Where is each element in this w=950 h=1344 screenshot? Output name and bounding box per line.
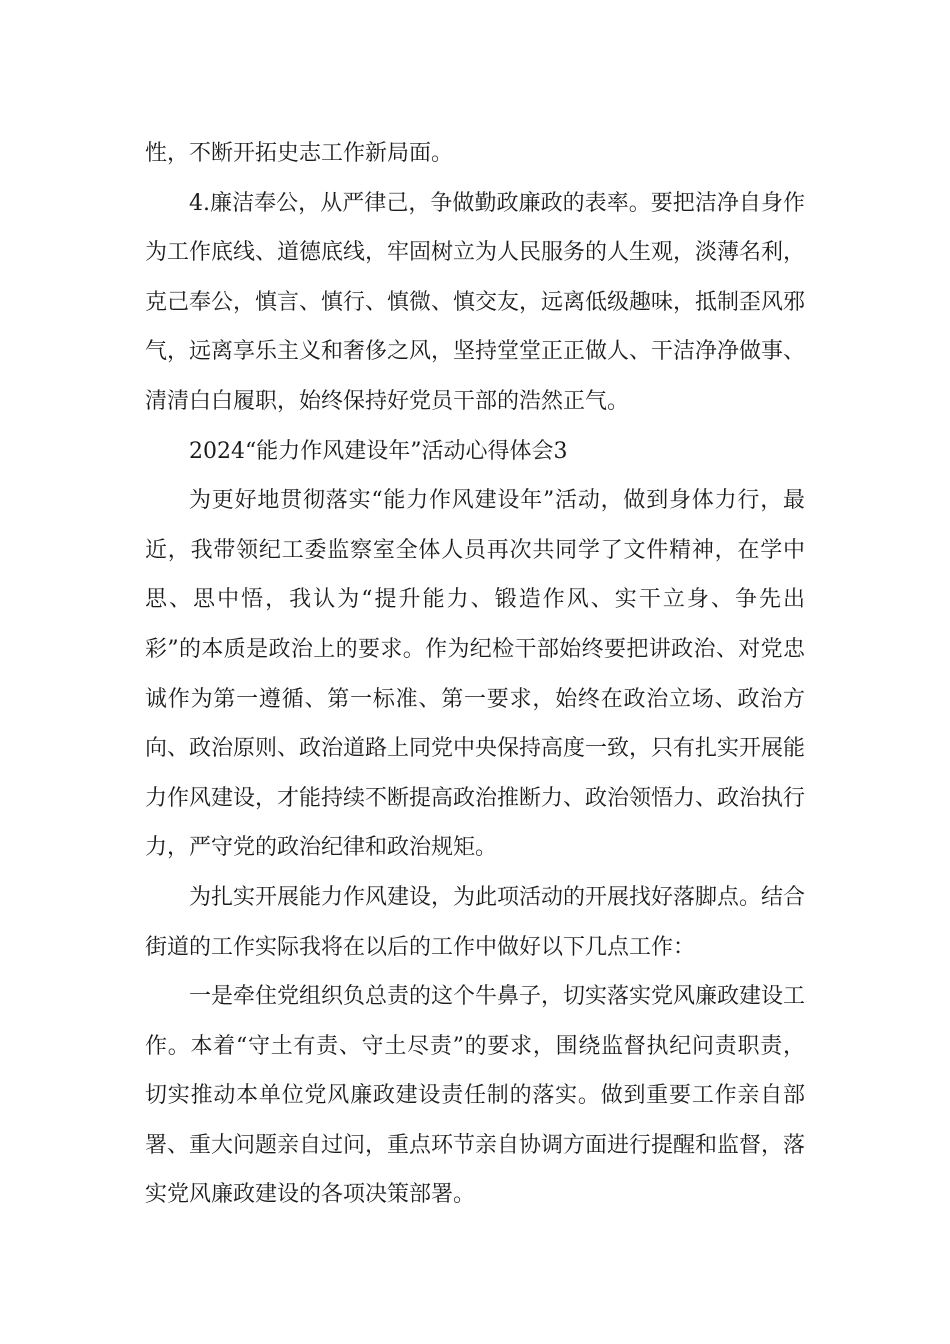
paragraph-integrity: 4.廉洁奉公，从严律己，争做勤政廉政的表率。要把洁净自身作为工作底线、道德底线，牢固树立为人民服务的人生观，淡薄名利，克己奉公，慎言、慎行、慎微、慎交友，远离低级趣味，抵制歪风邪气，远离享乐主义和奢侈之风，坚持堂堂正正做人、干洁净净做事、清清白白履职，始终保持好党员干部的浩然正气。 [145,190,806,414]
paragraph-foothold: 为扎实开展能力作风建设，为此项活动的开展找好落脚点。结合街道的工作实际我将在以后的工作中做好以下几点工作： [145,884,806,960]
paragraph-continuation: 性，不断开拓史志工作新局面。 [145,141,454,166]
document-page [145,129,805,1220]
paragraph-point-one: 一是牵住党组织负总责的这个牛鼻子，切实落实党风廉政建设工作。本着“守土有责、守土尽责”的要求，围绕监督执纪问责职责，切实推动本单位党风廉政建设责任制的落实。做到重要工作亲自部署、重大问题亲自过问，重点环节亲自协调方面进行提醒和监督，落实党风廉政建设的各项决策部署。 [145,984,806,1208]
paragraph-intro: 为更好地贯彻落实“能力作风建设年”活动，做到身体力行，最近，我带领纪工委监察室全体人员再次共同学了文件精神，在学中思、思中悟，我认为“提升能力、锻造作风、实干立身、争先出彩”的本质是政治上的要求。作为纪检干部始终要把讲政治、对党忠诚作为第一遵循、第一标准、第一要求，始终在政治立场、政治方向、政治原则、政治道路上同党中央保持高度一致，只有扎实开展能力作风建设，才能持续不断提高政治推断力、政治领悟力、政治执行力，严守党的政治纪律和政治规矩。 [145,488,806,861]
section-heading: 2024“能力作风建设年”活动心得体会3 [189,438,568,464]
